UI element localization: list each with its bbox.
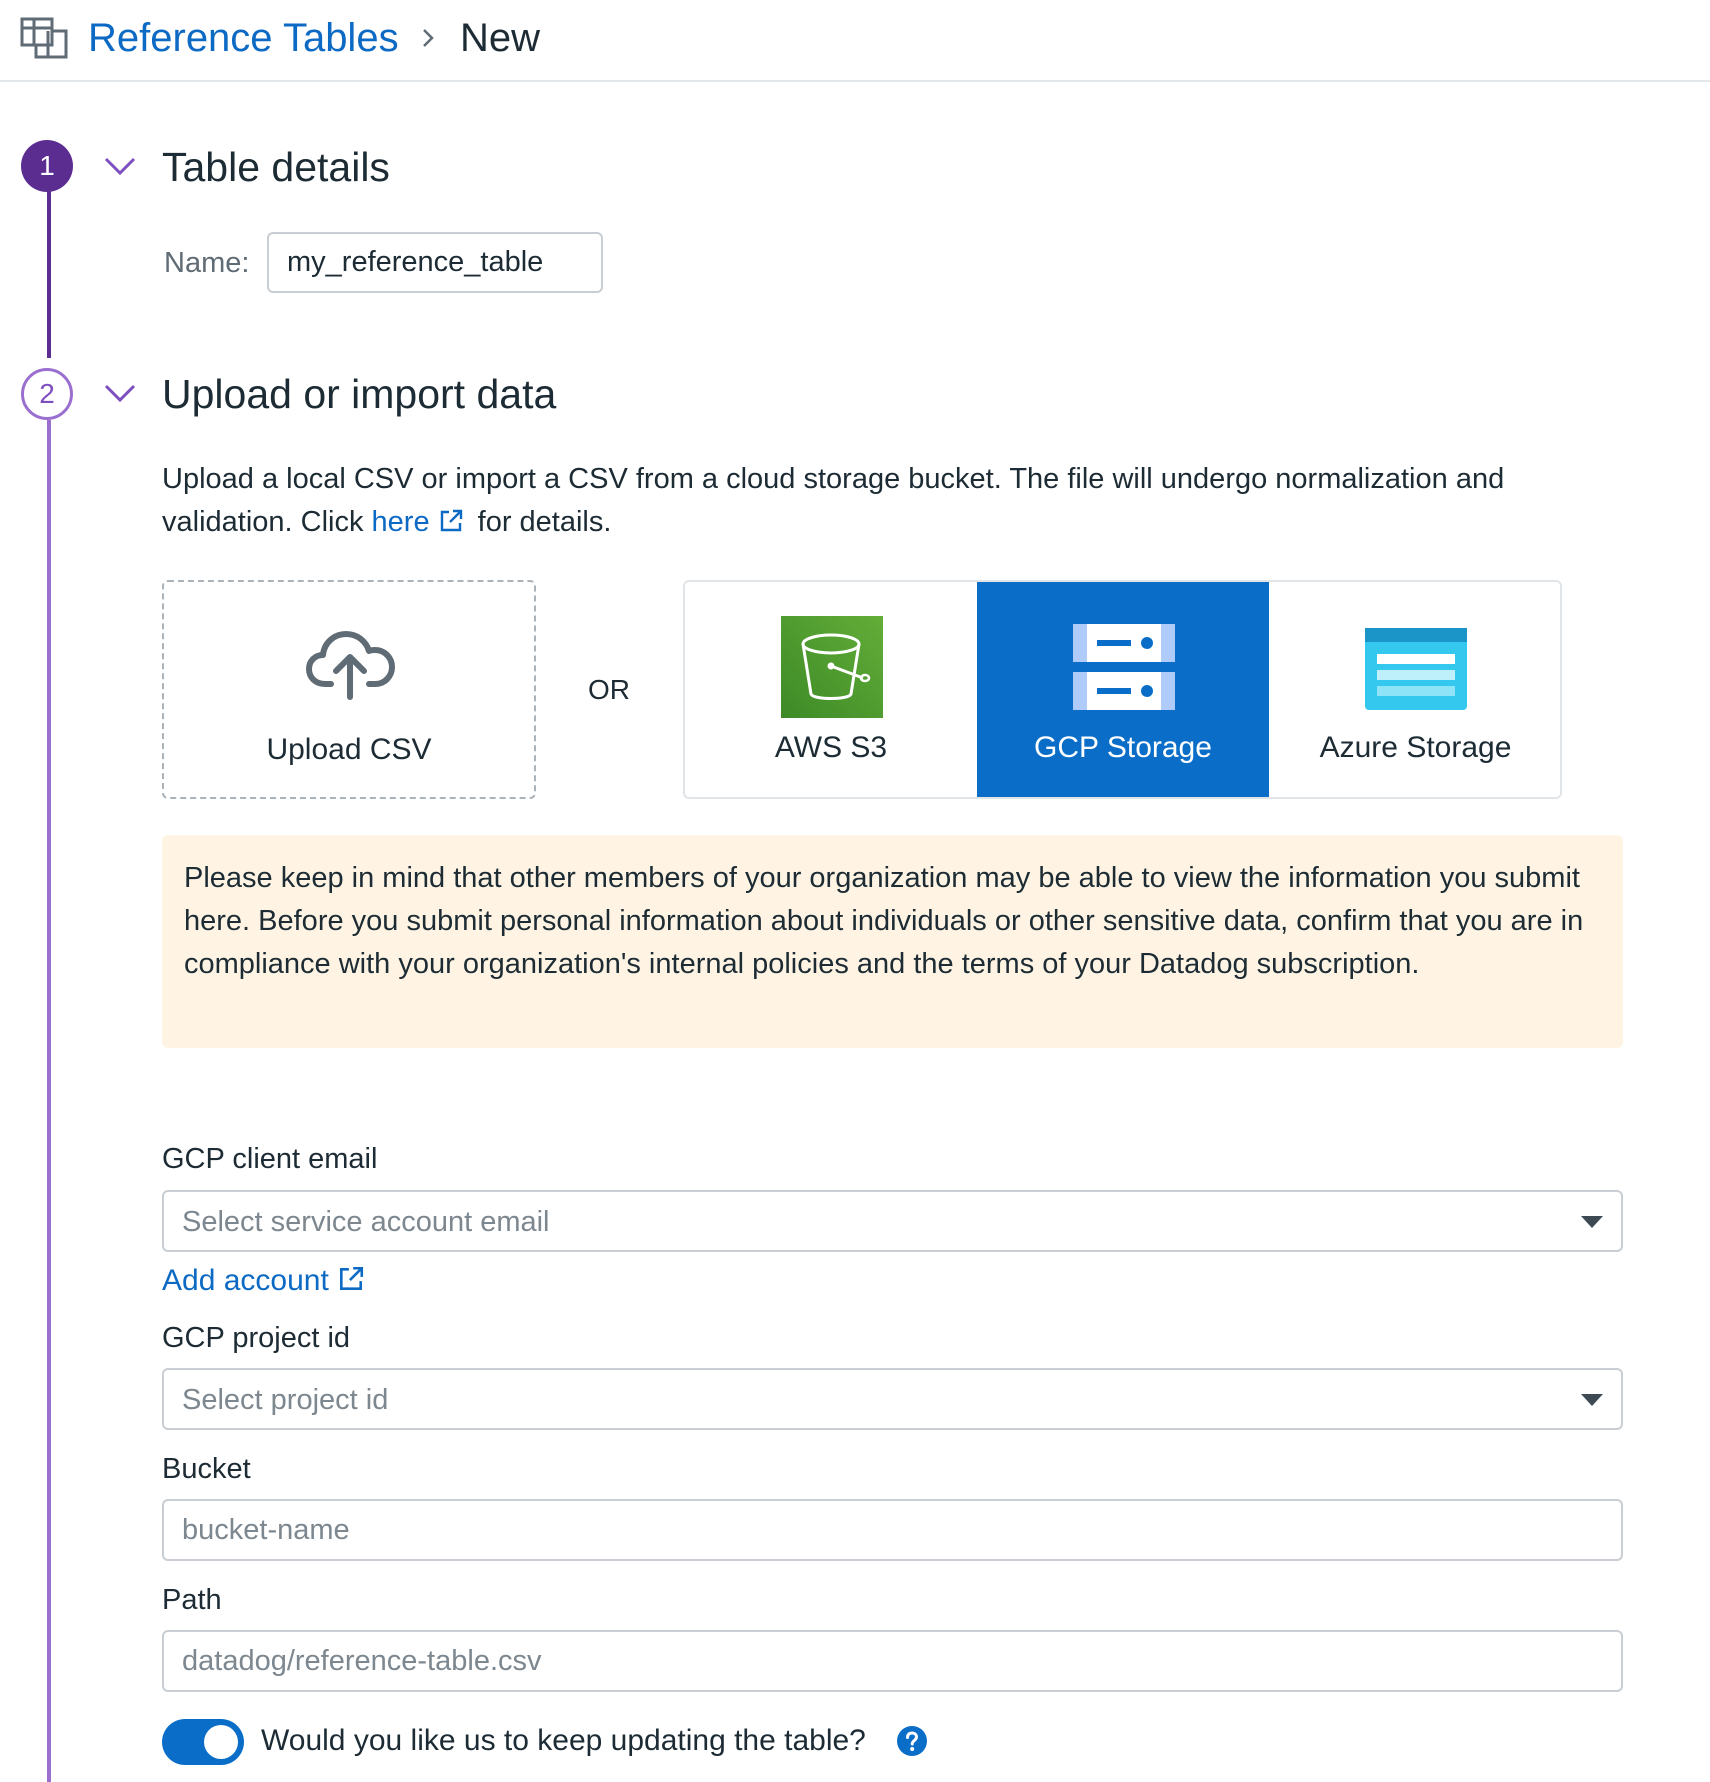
step-title-table-details[interactable]: Table details — [162, 144, 390, 190]
bucket-label: Bucket — [162, 1453, 251, 1485]
chevron-down-icon[interactable] — [103, 155, 137, 177]
toggle-knob — [204, 1725, 238, 1759]
gcp-storage-icon — [1073, 616, 1175, 718]
table-icon — [20, 17, 70, 59]
bucket-input[interactable] — [162, 1499, 1623, 1561]
privacy-notice: Please keep in mind that other members of your organization may be able to view the information you submit here. Before you submit personal information about individuals or other sensitive data, confirm that you are in compliance with your organization's internal policies and the terms of your Datadog subscription. — [162, 835, 1623, 1048]
path-input[interactable] — [162, 1630, 1623, 1692]
external-link-icon — [337, 1265, 365, 1293]
step-title-upload-import[interactable]: Upload or import data — [162, 371, 557, 417]
provider-label: GCP Storage — [1034, 731, 1212, 764]
step-number-2: 2 — [21, 368, 73, 420]
gcp-project-id-select[interactable] — [162, 1368, 1623, 1430]
chevron-down-icon[interactable] — [103, 382, 137, 404]
azure-storage-icon — [1365, 616, 1467, 718]
provider-label: Azure Storage — [1319, 731, 1512, 764]
keep-updating-label: Would you like us to keep updating the table? — [261, 1724, 866, 1757]
step-connector-1 — [47, 190, 51, 358]
provider-label: AWS S3 — [774, 731, 888, 764]
help-icon[interactable] — [896, 1725, 928, 1757]
table-name-input[interactable] — [267, 232, 603, 293]
breadcrumb-reference-tables[interactable]: Reference Tables — [88, 16, 399, 60]
upload-description — [162, 458, 1582, 544]
aws-s3-bucket-icon — [781, 616, 883, 718]
caret-down-icon — [1581, 1216, 1603, 1228]
external-link-icon[interactable] — [438, 508, 464, 534]
select-placeholder: Select service account email — [182, 1206, 550, 1238]
add-account-link[interactable] — [162, 1261, 365, 1301]
chevron-right-icon — [418, 27, 438, 49]
add-account-label: Add account — [162, 1264, 329, 1297]
name-label: Name: — [164, 247, 250, 279]
keep-updating-toggle[interactable] — [162, 1719, 244, 1765]
caret-down-icon — [1581, 1394, 1603, 1406]
upload-csv-label: Upload CSV — [266, 733, 432, 766]
breadcrumb-current: New — [460, 16, 541, 60]
or-separator: OR — [588, 674, 630, 705]
step-connector-2 — [47, 420, 51, 1782]
details-link[interactable]: here — [371, 506, 430, 538]
cloud-upload-icon — [305, 622, 395, 702]
provider-gcp-storage[interactable] — [977, 582, 1269, 797]
provider-azure-storage[interactable] — [1269, 582, 1562, 797]
provider-aws-s3[interactable] — [685, 582, 977, 797]
upload-csv-dropzone[interactable] — [162, 580, 536, 799]
description-text: Upload a local CSV or import a CSV from a cloud storage bucket. The file will undergo normalization and validation. Click — [162, 463, 1505, 538]
description-text-end: for details. — [469, 506, 612, 538]
cloud-provider-selector — [683, 580, 1562, 799]
page-header — [0, 0, 1710, 82]
step-number-1: 1 — [21, 140, 73, 192]
gcp-client-email-select[interactable] — [162, 1190, 1623, 1252]
path-label: Path — [162, 1584, 222, 1616]
gcp-client-email-label: GCP client email — [162, 1143, 378, 1175]
select-placeholder: Select project id — [182, 1384, 389, 1416]
gcp-project-id-label: GCP project id — [162, 1322, 351, 1354]
